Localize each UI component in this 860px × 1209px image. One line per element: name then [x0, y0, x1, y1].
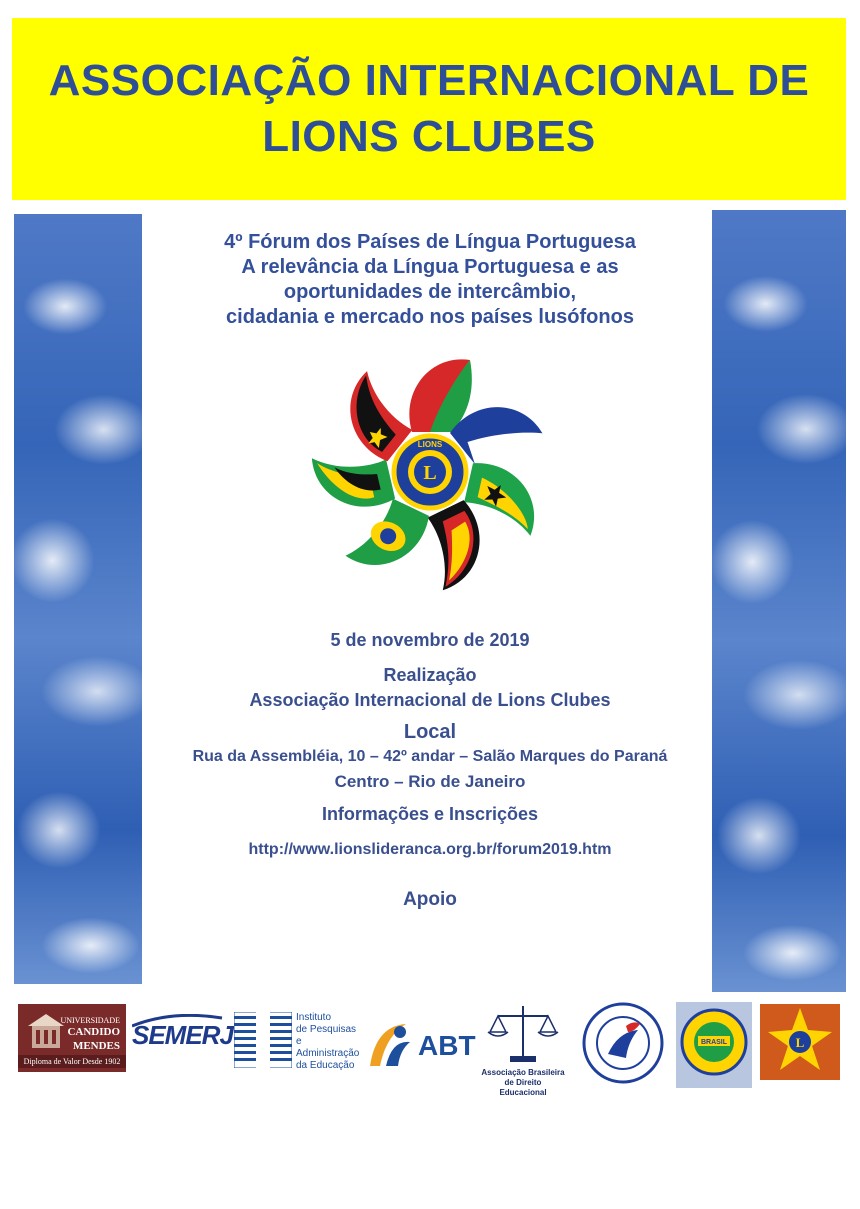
emblem-center-label: LIONS	[417, 440, 443, 449]
banner-title-line-1: ASSOCIAÇÃO INTERNACIONAL DE	[48, 56, 810, 105]
ipae-line-2: de Pesquisas	[296, 1024, 357, 1035]
event-city: Centro – Rio de Janeiro	[334, 772, 526, 791]
abt-figure-icon	[366, 1016, 418, 1072]
apoio-label: Apoio	[403, 889, 457, 910]
forum-title: 4º Fórum dos Países de Língua Portuguesa	[224, 231, 636, 253]
semerj-swoosh-icon	[132, 1014, 224, 1028]
event-address: Rua da Assembléia, 10 – 42º andar – Salão Marques do Paraná	[192, 748, 668, 765]
ucm-line-2: CANDIDO	[67, 1026, 120, 1038]
banner-title-line-2: LIONS CLUBES	[262, 112, 596, 161]
ucm-line-1: UNIVERSIDADE	[60, 1016, 120, 1025]
title-banner	[12, 18, 846, 200]
sky-panel-left	[14, 214, 142, 984]
svg-text:L: L	[795, 1035, 805, 1050]
scales-of-justice-icon	[480, 1002, 566, 1066]
brasil-seal-text: BRASIL	[700, 1039, 728, 1046]
abt-text: ABT	[418, 1030, 476, 1061]
abde-line-1: Associação Brasileira de Direito	[481, 1068, 565, 1087]
abde-line-2: Educacional	[499, 1088, 547, 1097]
poster-content	[150, 220, 710, 911]
ucm-tagline: Diploma de Valor Desde 1902	[18, 1055, 126, 1068]
sponsor-logos	[14, 1000, 846, 1100]
logo-associacao-brasileira-de-educacao	[582, 1002, 664, 1084]
abde-text	[480, 1068, 566, 1098]
logo-universidade-candido-mendes	[18, 1004, 126, 1072]
logo-abt	[366, 1012, 478, 1072]
ipae-line-3: e Administração	[296, 1036, 360, 1059]
lions-star-icon	[760, 1004, 840, 1080]
info-label: Informações e Inscrições	[321, 804, 539, 824]
abe-seal-icon	[582, 1002, 664, 1084]
logo-lions-star	[760, 1004, 840, 1080]
forum-subtitle-line-2: oportunidades de intercâmbio,	[283, 281, 577, 303]
realizacao-label: Realização	[383, 665, 477, 685]
logo-ipae	[234, 1012, 362, 1072]
event-date: 5 de novembro de 2019	[330, 630, 530, 650]
logo-brasil-seal	[676, 1002, 752, 1088]
logo-semerj	[132, 1020, 233, 1060]
semerj-text: SEMERJ	[132, 1020, 233, 1050]
ipae-text	[296, 1012, 362, 1072]
svg-text:L: L	[423, 462, 437, 484]
realizacao-value: Associação Internacional de Lions Clubes	[249, 690, 611, 710]
lusophone-flags-emblem	[300, 340, 560, 610]
ucm-line-3: MENDES	[72, 1040, 120, 1052]
forum-subtitle-line-3: cidadania e mercado nos países lusófonos	[226, 306, 634, 328]
flag-pinwheel-icon	[300, 340, 560, 610]
ipae-stripes-icon	[234, 1012, 292, 1068]
ipae-line-4: da Educação	[296, 1060, 355, 1071]
ipae-line-1: Instituto	[296, 1012, 332, 1023]
local-label: Local	[403, 721, 457, 743]
logo-abde	[480, 1002, 566, 1097]
brasil-seal-icon	[676, 1002, 752, 1088]
event-url-link[interactable]: http://www.lionslideranca.org.br/forum2019.htm	[248, 841, 612, 858]
sky-panel-right	[712, 210, 846, 992]
forum-subtitle-line-1: A relevância da Língua Portuguesa e as	[241, 256, 619, 278]
